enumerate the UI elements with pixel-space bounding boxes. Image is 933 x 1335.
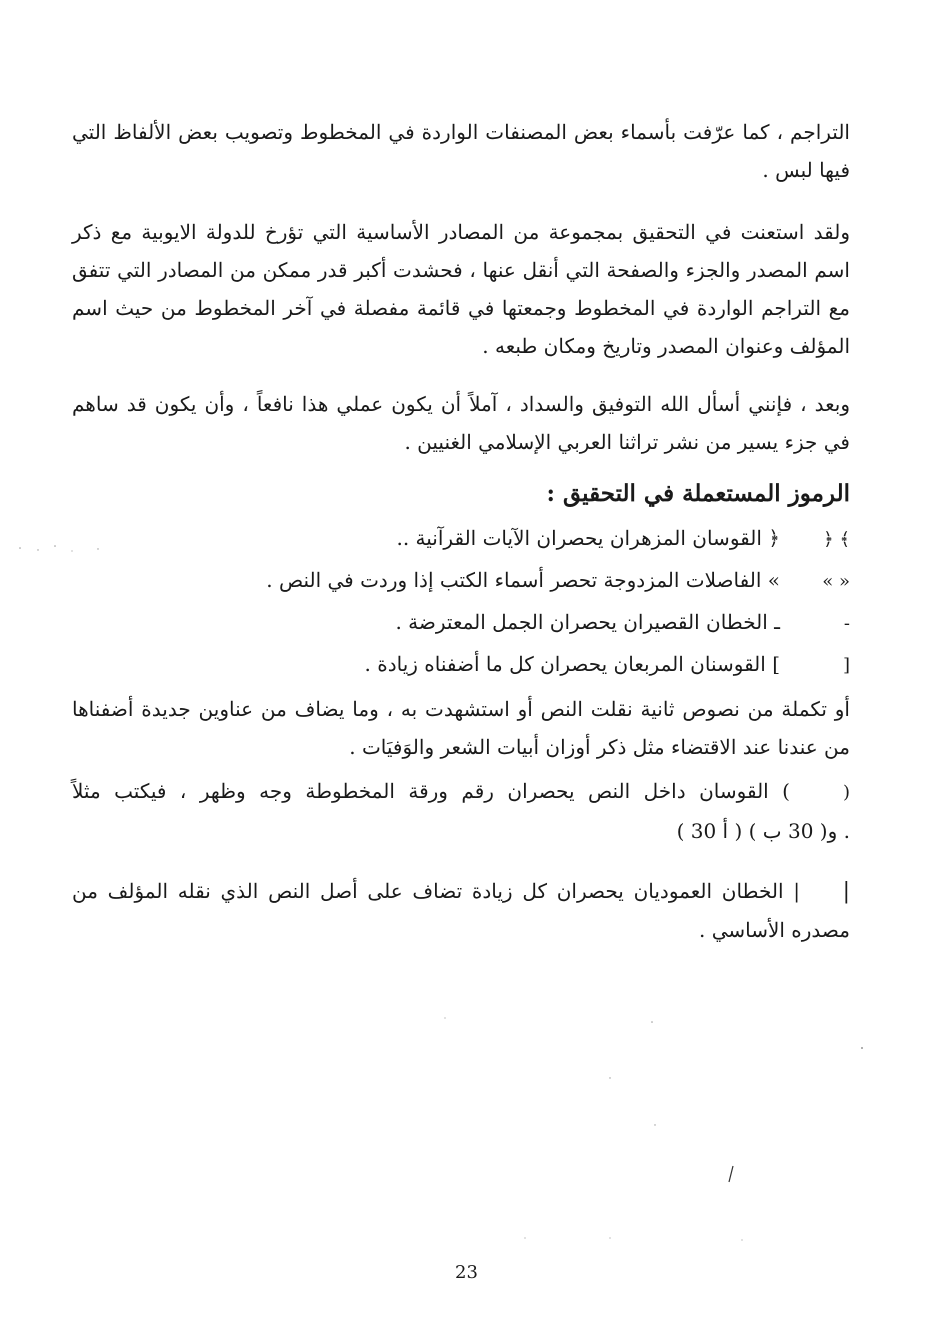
symbol-glyph: « » (822, 571, 850, 592)
list-item (72, 518, 850, 560)
symbol-glyph: ( (842, 782, 850, 803)
symbol-description: » الفاصلات المزدوجة تحصر أسماء الكتب إذا وردت في النص . (266, 568, 780, 592)
paragraph-additions (72, 690, 850, 766)
list-item (72, 560, 850, 602)
symbol-glyph: [ (842, 655, 850, 676)
symbol-description: ﴿ القوسان المزهران يحصران الآيات القرآنية .. (396, 526, 780, 550)
list-item (72, 644, 850, 686)
parentheses-note (72, 772, 850, 850)
note-text-continued: مصدره الأساسي . (698, 918, 850, 942)
page-number: 23 (455, 1262, 478, 1283)
symbol-glyph: | (842, 879, 850, 904)
symbol-description: ـ الخطان القصيران يحصران الجمل المعترضة . (395, 610, 780, 634)
symbol-glyph: - (843, 613, 850, 634)
paragraph-text: التراجم ، كما عرّفت بأسماء بعض المصنفات الواردة في المخطوط وتصويب بعض الألفاظ التي فيها لبس . (72, 120, 850, 182)
symbol-glyph: ﴾ ﴿ (823, 529, 850, 550)
note-example: ( 30 أ ) و( 30 ب ) . (676, 819, 850, 843)
paragraph-text: أو تكملة من نصوص ثانية نقلت النص أو استشهدت به ، وما يضاف من عناوين جديدة أضفناها من عندنا عند الاقتضاء مثل ذكر أوزان أبيات الشعر والوَفيَات . (72, 697, 850, 759)
paragraph-intro (72, 113, 850, 189)
vertical-lines-note (72, 872, 850, 949)
paragraph-text: ولقد استعنت في التحقيق بمجموعة من المصادر الأساسية التي تؤرخ للدولة الايوبية مع ذكر اسم المصدر والجزء والصفحة التي أنقل عنها ، فحشدت أكبر قدر ممكن من المصادر التي تتفق مع التراجم الواردة في المخطوط وجمعتها في قائمة مفصلة في آخر المخطوط من حيث اسم المؤلف وعنوان المصدر وتاريخ ومكان طبعه . (72, 220, 850, 358)
paragraph-closing (72, 385, 850, 461)
section-heading: الرموز المستعملة في التحقيق : (546, 480, 850, 507)
note-text: | الخطان العموديان يحصران كل زيادة تضاف على أصل النص الذي نقله المؤلف من (72, 879, 800, 903)
symbol-description: ] القوسنان المربعان يحصران كل ما أضفناه زيادة . (364, 652, 780, 676)
paragraph-text: وبعد ، فإنني أسأل الله التوفيق والسداد ، آملاً أن يكون عملي هذا نافعاً ، وأن يكون قد ساهم في جزء يسير من نشر تراثنا العربي الإسلامي الغنيين . (72, 392, 850, 454)
note-text: ) القوسان داخل النص يحصران رقم ورقة المخطوطة وجه وظهر ، فيكتب مثلاً (72, 779, 790, 803)
symbols-list (72, 518, 850, 686)
list-item (72, 602, 850, 644)
paragraph-sources (72, 213, 850, 365)
